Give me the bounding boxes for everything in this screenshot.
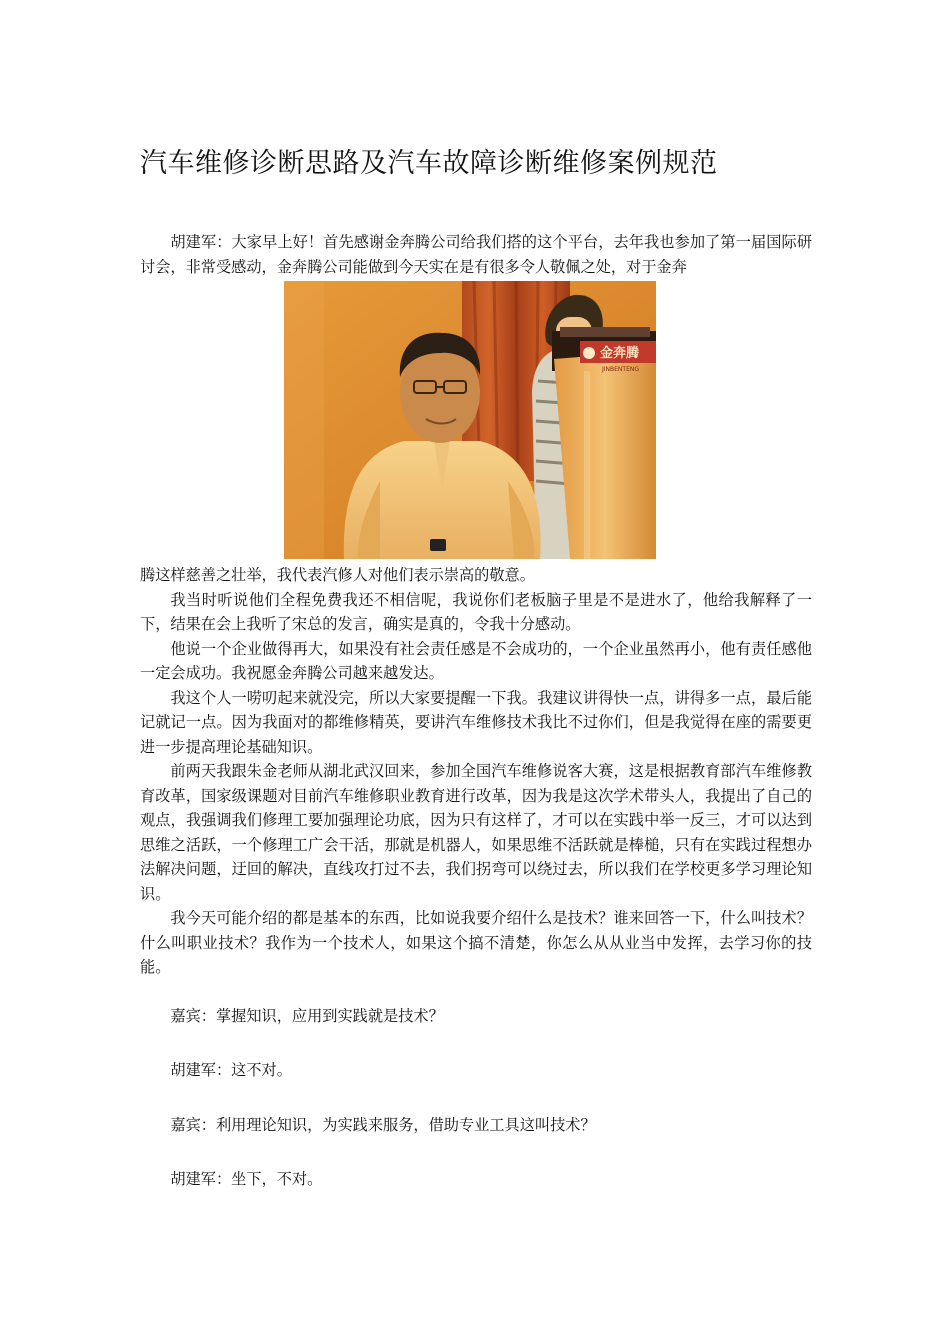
document-body [140, 230, 812, 1192]
dialogue-line-1: 嘉宾：掌握知识，应用到实践就是技术？ [170, 1006, 444, 1025]
paragraph-5: 我这个人一唠叨起来就没完，所以大家要提醒一下我。我建议讲得快一点，讲得多一点，最后能记就记一点。因为我面对的都维修精英，要讲汽车维修技术我比不过你们，但是我觉得在座的需要更进一步提高理论基础知识。 [140, 688, 812, 756]
paragraph-1: 胡建军：大家早上好！首先感谢金奔腾公司给我们搭的这个平台，去年我也参加了第一届国际研讨会，非常受感动，金奔腾公司能做到今天实在是有很多令人敬佩之处，对于金奔 [140, 233, 812, 276]
paragraph-7: 我今天可能介绍的都是基本的东西，比如说我要介绍什么是技术？谁来回答一下，什么叫技术？什么叫职业技术？我作为一个技术人，如果这个搞不清楚，你怎么从从业当中发挥，去学习你的技能。 [140, 909, 812, 976]
speaker-photo [284, 281, 656, 559]
paragraph-2: 腾这样慈善之壮举，我代表汽修人对他们表示崇高的敬意。 [140, 566, 535, 584]
podium-logo-subtext: JINBENTENG [602, 366, 640, 373]
dialogue-line-2: 胡建军：这不对。 [170, 1061, 292, 1079]
dialogue-line-3: 嘉宾：利用理论知识，为实践来服务，借助专业工具这叫技术？ [170, 1115, 596, 1134]
podium-logo-text: 金奔腾 [600, 346, 640, 361]
paragraph-4: 他说一个企业做得再大，如果没有社会责任感是不会成功的，一个企业虽然再小，他有责任感他一定会成功。我祝愿金奔腾公司越来越发达。 [140, 639, 812, 682]
speaker-photo-image [284, 281, 656, 559]
paragraph-3: 我当时听说他们全程免费我还不相信呢，我说你们老板脑子里是不是进水了，他给我解释了一下，结果在会上我听了宋总的发言，确实是真的，令我十分感动。 [140, 590, 812, 633]
paragraph-6: 前两天我跟朱金老师从湖北武汉回来，参加全国汽车维修说客大赛，这是根据教育部汽车维修教育改革，国家级课题对目前汽车维修职业教育进行改革，因为我是这次学术带头人，我提出了自己的观点，我强调我们修理工要加强理论功底，因为只有这样了，才可以在实践中举一反三，才可以达到思维之活跃，一个修理工广会干活，那就是机器人，如果思维不活跃就是棒槌，只有在实践过程想办法解决问题，迂回的解决，直线攻打过不去，我们拐弯可以绕过去，所以我们在学校更多学习理论知识。 [140, 762, 812, 903]
dialogue-line-4: 胡建军：坐下，不对。 [170, 1170, 323, 1188]
document-title: 汽车维修诊断思路及汽车故障诊断维修案例规范 [140, 148, 718, 179]
